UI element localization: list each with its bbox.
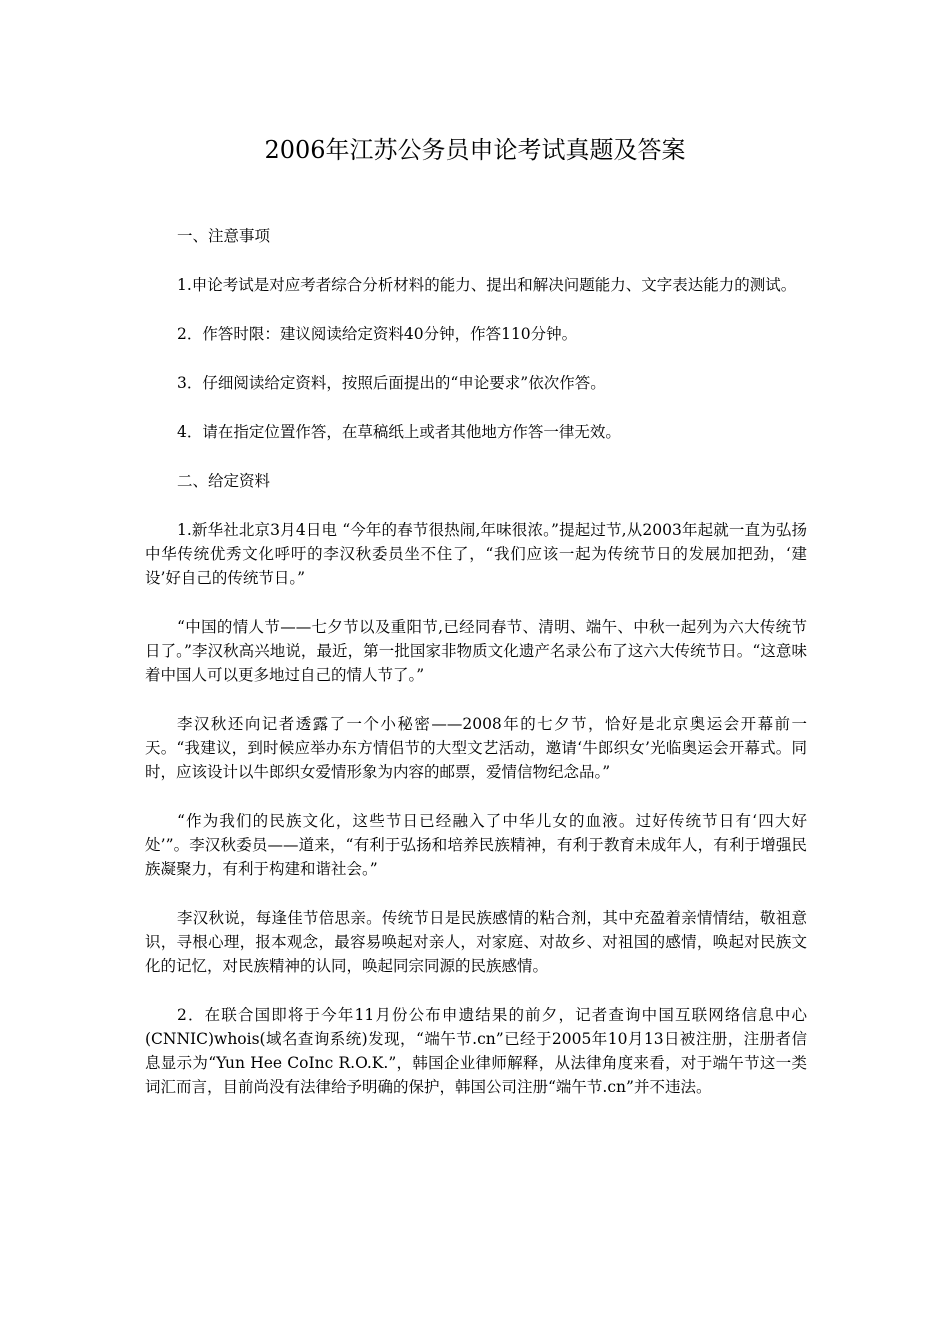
section-heading-notes: 一、注意事项 [177,227,271,245]
note-paragraph: 1.申论考试是对应考者综合分析材料的能力、提出和解决问题能力、文字表达能力的测试。 [177,276,797,294]
material-paragraph: “中国的情人节——七夕节以及重阳节,已经同春节、清明、端午、中秋一起列为六大传统节日了。”李汉秋高兴地说，最近，第一批国家非物质文化遗产名录公布了这六大传统节日。“这意味着中国人可以更多地过自己的情人节了。” [145,618,807,684]
note-paragraph: 2．作答时限：建议阅读给定资料40分钟，作答110分钟。 [177,325,578,343]
material-paragraph: 1.新华社北京3月4日电 “今年的春节很热闹,年味很浓。”提起过节,从2003年起就一直为弘扬中华传统优秀文化呼吁的李汉秋委员坐不住了，“我们应该一起为传统节日的发展加把劲，‘建设’好自己的传统节日。” [145,521,807,587]
document-body [145,224,807,1124]
section-heading-materials: 二、给定资料 [177,472,271,490]
material-paragraph: 2．在联合国即将于今年11月份公布申遗结果的前夕，记者查询中国互联网络信息中心(CNNIC)whois(域名查询系统)发现，“端午节.cn”已经于2005年10月13日被注册，注册者信息显示为“Yun Hee CoInc R.O.K.”，韩国企业律师解释，从法律角度来看，对于端午节这一类词汇而言，目前尚没有法律给予明确的保护，韩国公司注册“端午节.cn”并不违法。 [145,1006,807,1096]
material-paragraph: “作为我们的民族文化，这些节日已经融入了中华儿女的血液。过好传统节日有‘四大好处’”。李汉秋委员——道来，“有利于弘扬和培养民族精神，有利于教育未成年人，有利于增强民族凝聚力，有利于构建和谐社会。” [145,812,807,878]
note-paragraph: 3．仔细阅读给定资料，按照后面提出的“申论要求”依次作答。 [177,374,606,392]
material-paragraph: 李汉秋还向记者透露了一个小秘密——2008年的七夕节，恰好是北京奥运会开幕前一天。“我建议，到时候应举办东方情侣节的大型文艺活动，邀请‘牛郎织女’光临奥运会开幕式。同时，应该设计以牛郎织女爱情形象为内容的邮票，爱情信物纪念品。” [145,715,807,781]
material-paragraph: 李汉秋说，每逢佳节倍思亲。传统节日是民族感情的粘合剂，其中充盈着亲情情结，敬祖意识，寻根心理，报本观念，最容易唤起对亲人，对家庭、对故乡、对祖国的感情，唤起对民族文化的记忆，对民族精神的认同，唤起同宗同源的民族感情。 [145,909,807,975]
document-title: 2006年江苏公务员申论考试真题及答案 [264,136,686,164]
note-paragraph: 4．请在指定位置作答，在草稿纸上或者其他地方作答一律无效。 [177,423,621,441]
